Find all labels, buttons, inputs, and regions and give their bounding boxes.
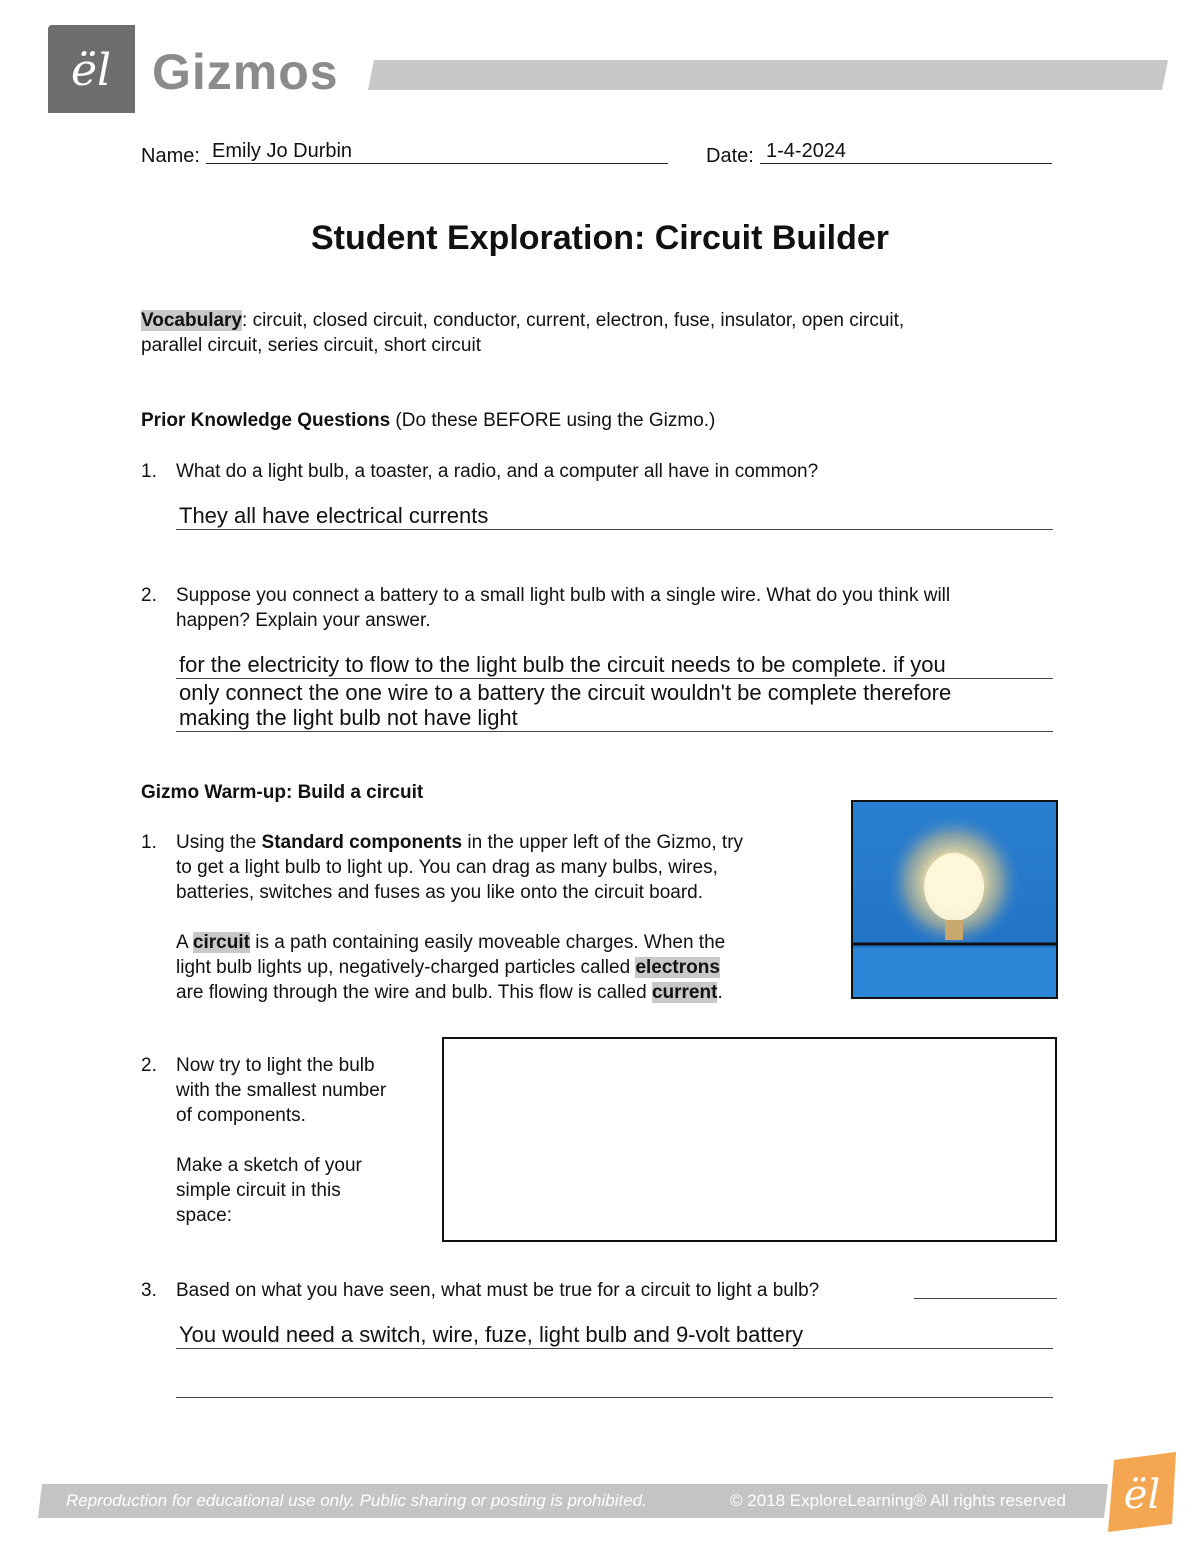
sketch-area[interactable] — [442, 1037, 1057, 1242]
inline-answer-blank[interactable] — [914, 1298, 1057, 1299]
question-text: Suppose you connect a battery to a small light bulb with a single wire. What do you think will happen? Explain your answer. — [176, 585, 951, 631]
warmup-heading: Gizmo Warm-up: Build a circuit — [141, 782, 424, 803]
vocabulary-label: Vocabulary — [141, 310, 243, 331]
brand-name: Gizmos — [152, 44, 339, 100]
question-number: 3. — [141, 1280, 157, 1301]
el-logo-icon — [48, 25, 135, 113]
term-circuit: circuit — [192, 932, 250, 953]
gizmos-logo-box — [48, 25, 135, 113]
question-text: Based on what you have seen, what must be true for a circuit to light a bulb? — [176, 1280, 820, 1301]
svg-text:ël: ël — [70, 45, 112, 96]
term-current: current — [651, 982, 718, 1003]
answer-field-2[interactable] — [176, 1370, 1053, 1398]
answer-field-line-3[interactable]: making the light bulb not have light — [176, 704, 1053, 732]
date-label: Date: — [706, 145, 754, 167]
question-number: 2. — [141, 1055, 157, 1076]
name-field[interactable]: Emily Jo Durbin — [206, 140, 668, 164]
question-number: 1. — [141, 832, 157, 853]
date-field[interactable]: 1-4-2024 — [760, 140, 1052, 164]
answer-field-line-1[interactable]: for the electricity to flow to the light bulb the circuit needs to be complete. if you — [176, 651, 1053, 679]
footer-notice: Reproduction for educational use only. Public sharing or posting is prohibited. — [66, 1491, 647, 1510]
light-bulb-image — [851, 800, 1058, 999]
answer-field[interactable]: You would need a switch, wire, fuze, light bulb and 9-volt battery — [176, 1321, 1053, 1349]
term-electrons: electrons — [635, 957, 720, 978]
question-text: What do a light bulb, a toaster, a radio, and a computer all have in common? — [176, 461, 819, 482]
answer-field[interactable]: They all have electrical currents — [176, 502, 1053, 530]
warmup-q2-text: Now try to light the bulb with the smallest number of components. Make a sketch of your simple circuit in this space: — [176, 1055, 387, 1226]
svg-text:ël: ël — [1123, 1472, 1161, 1518]
header-bar — [368, 60, 1168, 90]
name-label: Name: — [141, 145, 200, 167]
question-number: 1. — [141, 461, 157, 482]
prior-knowledge-heading: Prior Knowledge Questions (Do these BEFORE using the Gizmo.) — [141, 410, 716, 431]
footer-copyright: © 2018 ExploreLearning® All rights reserved — [730, 1491, 1066, 1510]
page-title: Student Exploration: Circuit Builder — [310, 219, 890, 257]
question-number: 2. — [141, 585, 157, 606]
vocabulary: Vocabulary: circuit, closed circuit, conductor, current, electron, fuse, insulator, open circuit, parallel circuit, series circuit, short circuit — [141, 310, 905, 356]
warmup-q1-text: Using the Standard components in the upper left of the Gizmo, try to get a light bulb to light up. You can drag as many bulbs, wires, batteries, switches and fuses as you like onto the circuit board. A circuit is a path containing easily moveable charges. When the light bulb lights up, negatively-charged particles called electrons are flowing through the wire and bulb. This flow is called current. — [176, 832, 744, 1003]
explorelearning-logo-icon — [1104, 1452, 1180, 1532]
answer-field-line-2[interactable]: only connect the one wire to a battery the circuit wouldn't be complete therefore — [179, 680, 952, 705]
